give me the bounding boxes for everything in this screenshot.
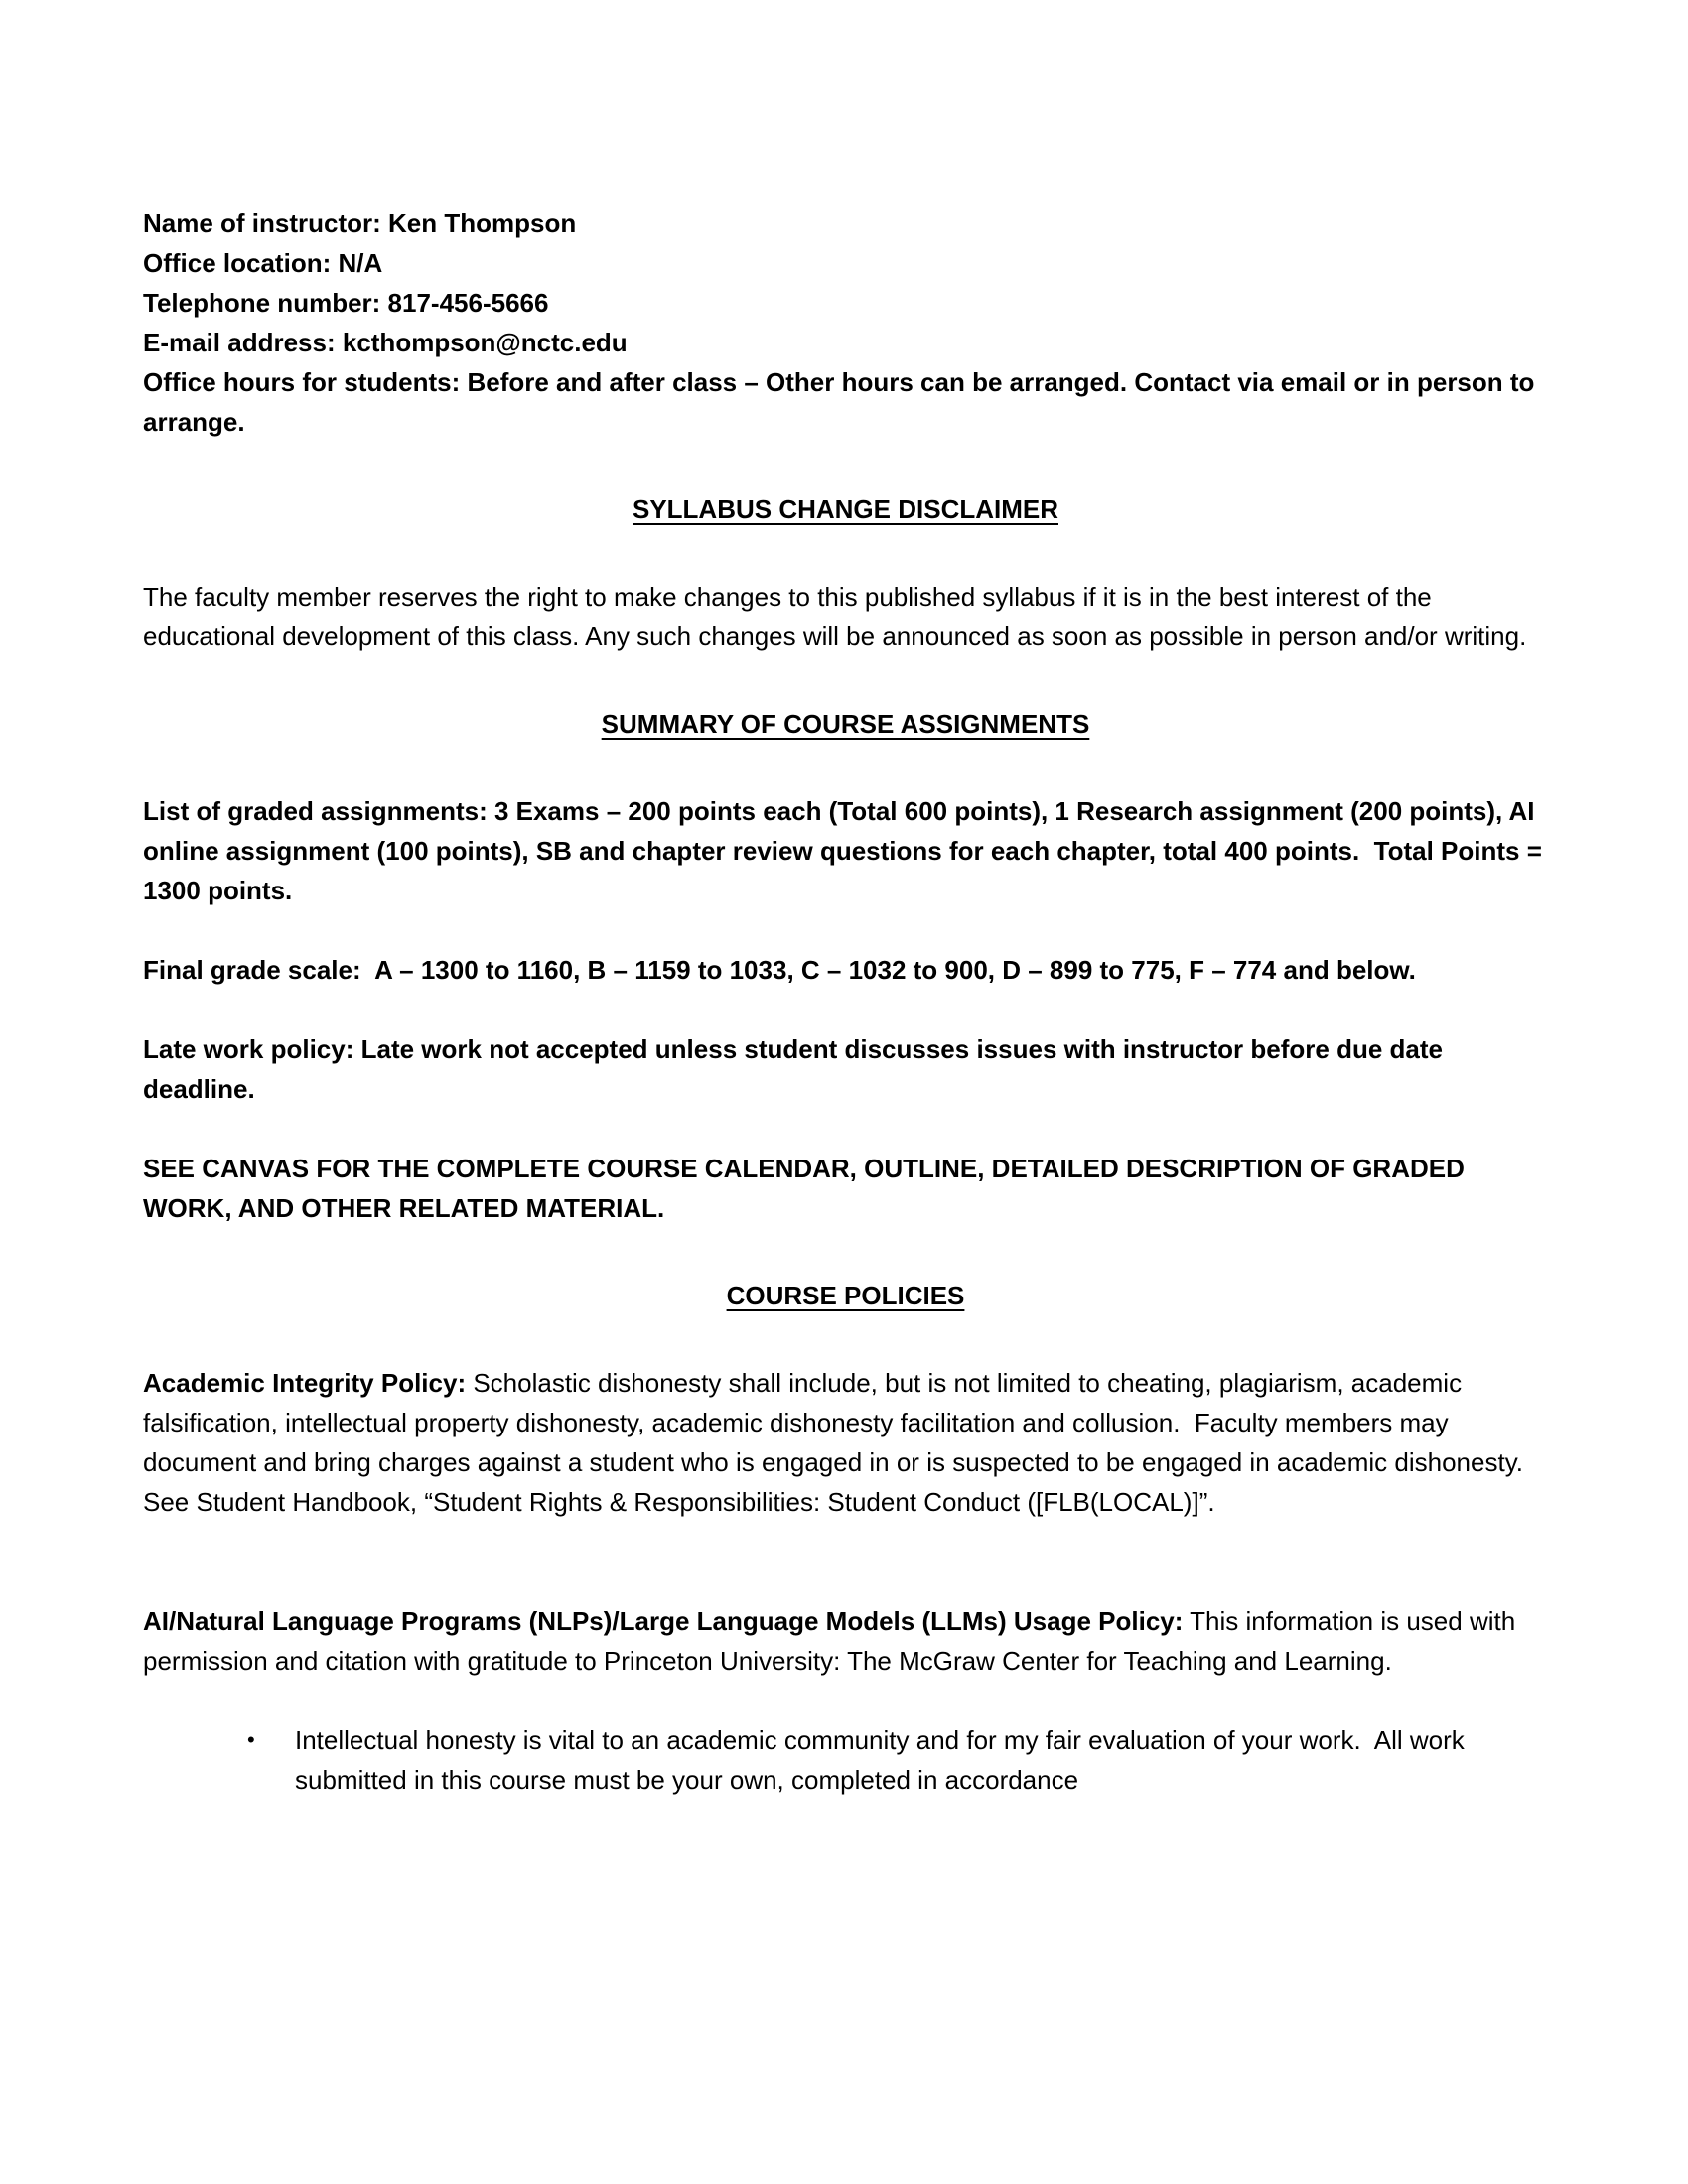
- email-line: E-mail address: kcthompson@nctc.edu: [143, 328, 628, 357]
- graded-assignments-paragraph: List of graded assignments: 3 Exams – 200 points each (Total 600 points), 1 Research assignment (200 points), AI online assignment (100 points), SB and chapter review questions for each chapter, total 400 points. Total Points = 1300 points.: [143, 796, 1550, 905]
- office-hours-line: Office hours for students: Before and after class – Other hours can be arranged. Contact via email or in person to arrange.: [143, 367, 1542, 437]
- course-policies-heading: COURSE POLICIES: [726, 1281, 965, 1310]
- instructor-info-block: [143, 204, 1548, 442]
- academic-integrity-paragraph: [143, 1363, 1548, 1522]
- ai-policy-lead: AI/Natural Language Programs (NLPs)/Large Language Models (LLMs) Usage Policy:: [143, 1606, 1184, 1636]
- ai-policy-bullet-text: Intellectual honesty is vital to an academic community and for my fair evaluation of your work. All work submitted in this course must be your own, completed in accordance: [295, 1725, 1472, 1795]
- bullet-marker: •: [247, 1727, 255, 1752]
- ai-policy-bullet-item: [143, 1720, 1548, 1800]
- office-location-line: Office location: N/A: [143, 248, 383, 278]
- ai-policy-body: This information is used with permission and citation with gratitude to Princeton University: The McGraw Center for Teaching and Learning.: [143, 1606, 1523, 1676]
- syllabus-change-body: The faculty member reserves the right to make changes to this published syllabus if it is in the best interest of the educational development of this class. Any such changes will be announced as soon as possible in person and/or writing.: [143, 582, 1527, 651]
- telephone-line: Telephone number: 817-456-5666: [143, 288, 549, 318]
- grade-scale-paragraph: Final grade scale: A – 1300 to 1160, B – 1159 to 1033, C – 1032 to 900, D – 899 to 775, F – 774 and below.: [143, 955, 1416, 985]
- document-content: [143, 204, 1548, 1840]
- instructor-name-line: Name of instructor: Ken Thompson: [143, 208, 577, 238]
- late-work-paragraph: Late work policy: Late work not accepted unless student discusses issues with instructor before due date deadline.: [143, 1034, 1451, 1104]
- course-assignments-heading: SUMMARY OF COURSE ASSIGNMENTS: [601, 709, 1090, 739]
- academic-integrity-lead: Academic Integrity Policy:: [143, 1368, 467, 1398]
- see-canvas-paragraph: SEE CANVAS FOR THE COMPLETE COURSE CALENDAR, OUTLINE, DETAILED DESCRIPTION OF GRADED WORK, AND OTHER RELATED MATERIAL.: [143, 1154, 1473, 1223]
- academic-integrity-body: Scholastic dishonesty shall include, but is not limited to cheating, plagiarism, academic falsification, intellectual property dishonesty, academic dishonesty facilitation and collusion. Faculty members may document and bring charges against a student who is engaged in or is suspected to be engaged in academic dishonesty. See Student Handbook, “Student Rights & Responsibilities: Student Conduct ([FLB(LOCAL)]”.: [143, 1368, 1538, 1517]
- syllabus-change-heading: SYLLABUS CHANGE DISCLAIMER: [632, 494, 1058, 524]
- ai-policy-paragraph: [143, 1601, 1548, 1681]
